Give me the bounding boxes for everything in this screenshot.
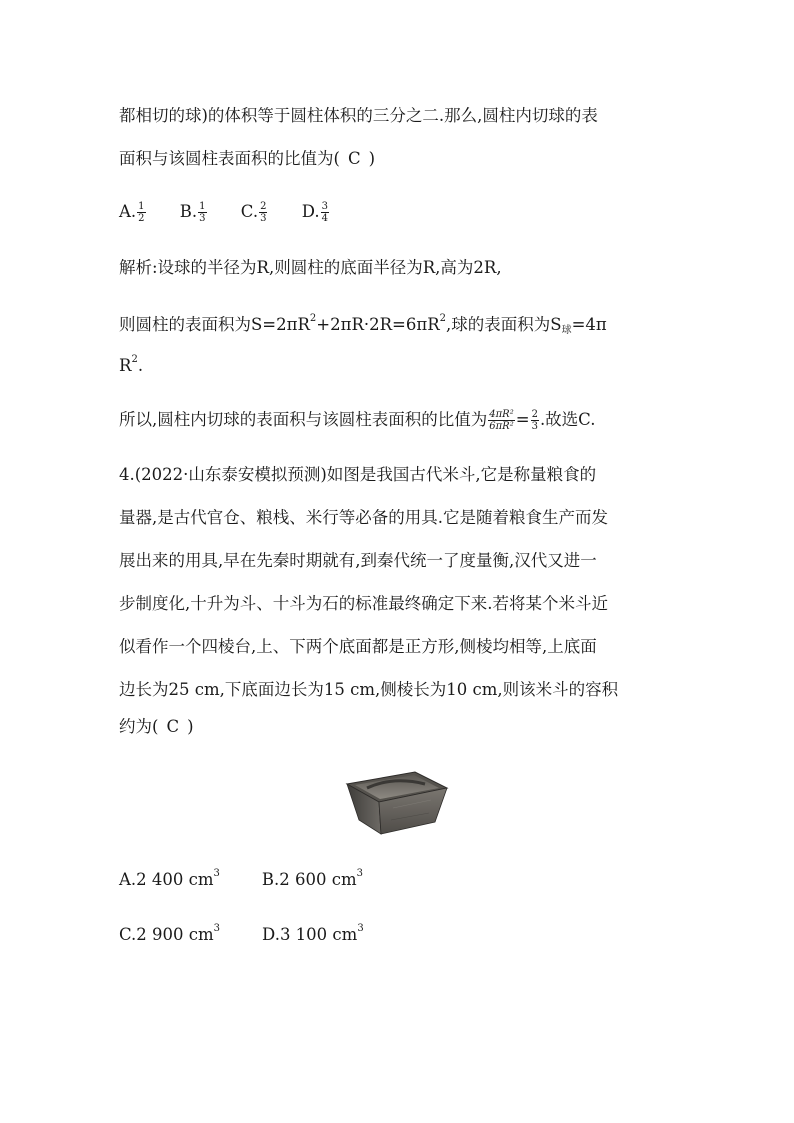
q3-option-a-num: 1 — [138, 201, 145, 212]
q3-result-fraction — [531, 409, 539, 432]
q3-option-a-den: 2 — [138, 213, 145, 224]
q3-option-d-num: 3 — [321, 201, 328, 212]
q3-analysis-line-2 — [119, 313, 607, 343]
q3-paren-close: ) — [368, 149, 375, 168]
q4-option-b-label: B. — [261, 870, 280, 889]
q3-analysis-2b: +2πR·2R=6πR — [316, 315, 440, 334]
q3-sub-ball: 球 — [561, 325, 572, 336]
q4-option-d-value: 3 100 cm — [279, 925, 358, 944]
q4-options-row-2 — [119, 923, 364, 947]
q3-option-d-den: 4 — [321, 213, 328, 224]
q3-option-c — [241, 200, 269, 224]
q3-analysis-2d: =4π — [571, 315, 607, 334]
q4-option-c-value: 2 900 cm — [136, 925, 214, 944]
rice-measure-image — [345, 768, 449, 838]
q4-stem-end: 约为( — [119, 717, 159, 736]
q3-answer: C — [347, 149, 361, 168]
q4-paren-close: ) — [187, 717, 194, 736]
q3-option-a — [119, 200, 147, 224]
q4-text-line-4: 步制度化,十升为斗、十斗为石的标准最终确定下来.若将某个米斗近 — [119, 594, 608, 613]
q4-option-d-cube: 3 — [357, 923, 364, 934]
q3-option-b-den: 3 — [199, 213, 206, 224]
rice-measure-figure — [345, 768, 449, 838]
q3-analysis-3: R — [119, 356, 132, 375]
q3-result-den: 3 — [531, 421, 538, 432]
q3-option-c-den: 3 — [260, 213, 267, 224]
q4-option-c — [119, 923, 220, 947]
q4-option-a-cube: 3 — [213, 868, 220, 879]
q3-option-c-num: 2 — [260, 201, 267, 212]
q3-analysis-4b: .故选C. — [539, 410, 596, 429]
q4-answer: C — [166, 717, 180, 736]
q3-text-line-1: 都相切的球)的体积等于圆柱体积的三分之二.那么,圆柱内切球的表 — [119, 106, 598, 125]
q3-option-d — [302, 200, 330, 224]
q3-sq-2: 2 — [439, 313, 447, 324]
q3-ratio-num: 4πR² — [489, 409, 514, 420]
q4-text-line-2: 量器,是古代官仓、粮栈、米行等必备的用具.它是随着粮食生产而发 — [119, 508, 608, 527]
q4-text-line-7 — [119, 715, 194, 739]
q3-analysis-line-3 — [119, 354, 143, 378]
q3-option-a-label: A. — [119, 202, 137, 221]
q3-option-d-fraction — [321, 201, 329, 224]
q3-option-b-label: B. — [179, 202, 198, 221]
q4-text-line-6: 边长为25 cm,下底面边长为15 cm,侧棱长为10 cm,则该米斗的容积 — [119, 680, 619, 699]
q4-option-a-label: A. — [119, 870, 137, 889]
q3-ratio-den: 6πR² — [489, 421, 514, 432]
q3-option-c-fraction — [259, 201, 267, 224]
q3-text-line-2 — [119, 147, 375, 171]
q4-option-b-value: 2 600 cm — [279, 870, 357, 889]
q3-ratio-fraction — [488, 409, 514, 432]
q4-option-b-cube: 3 — [356, 868, 364, 879]
q3-option-a-fraction — [137, 201, 145, 224]
q3-analysis-line-1: 解析:设球的半径为R,则圆柱的底面半径为R,高为2R, — [119, 258, 502, 277]
q4-option-d-label: D. — [262, 925, 280, 944]
q4-text-line-1: 4.(2022·山东泰安模拟预测)如图是我国古代米斗,它是称量粮食的 — [119, 465, 597, 484]
q3-sq-1: 2 — [309, 313, 317, 324]
q4-option-d — [262, 925, 364, 944]
q3-equals: = — [515, 410, 530, 429]
q3-option-d-label: D. — [301, 202, 320, 221]
q4-options-row-1 — [119, 868, 363, 892]
q4-option-c-label: C. — [119, 925, 137, 944]
q4-option-a — [119, 868, 220, 892]
q4-text-line-3: 展出来的用具,早在先秦时期就有,到秦代统一了度量衡,汉代又进一 — [119, 551, 597, 570]
q3-result-num: 2 — [531, 409, 538, 420]
q4-option-c-cube: 3 — [213, 923, 221, 934]
q4-option-a-value: 2 400 cm — [136, 870, 214, 889]
q3-option-b-fraction — [198, 201, 206, 224]
q3-analysis-2a: 则圆柱的表面积为S=2πR — [119, 315, 310, 334]
q4-text-line-5: 似看作一个四棱台,上、下两个底面都是正方形,侧棱均相等,上底面 — [119, 637, 597, 656]
q3-stem-end: 面积与该圆柱表面积的比值为( — [119, 149, 340, 168]
q3-analysis-2c: ,球的表面积为S — [446, 315, 562, 334]
q3-option-b-num: 1 — [199, 201, 206, 212]
q3-option-b — [180, 200, 208, 224]
q3-sq-3: 2 — [131, 354, 138, 365]
q3-analysis-3-end: . — [137, 356, 144, 375]
q3-options — [119, 200, 358, 224]
q3-option-c-label: C. — [240, 202, 259, 221]
q3-analysis-line-4 — [119, 408, 595, 432]
q4-option-b — [262, 870, 363, 889]
q3-analysis-4a: 所以,圆柱内切球的表面积与该圆柱表面积的比值为 — [119, 410, 488, 429]
